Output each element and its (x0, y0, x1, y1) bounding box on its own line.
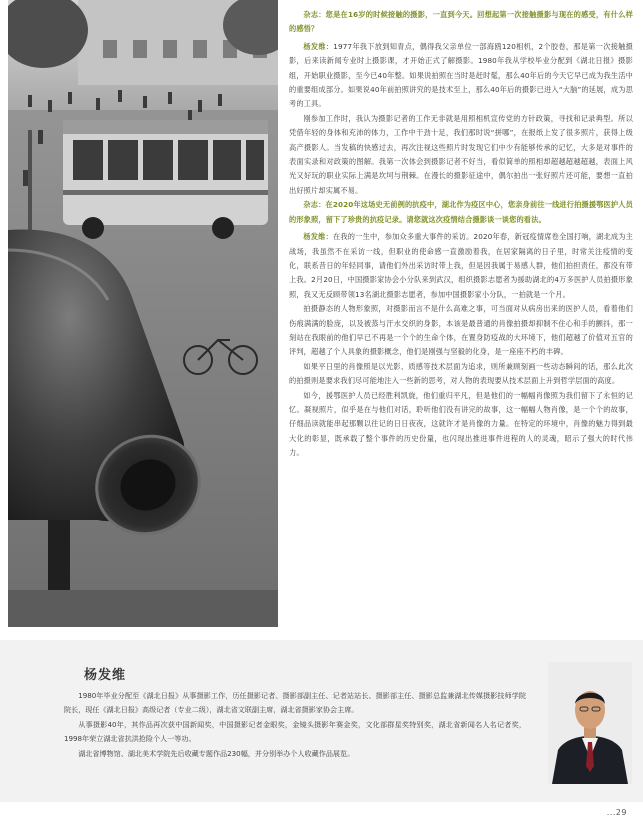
question-1: 杂志：您是在16岁的时候接触的摄影，一直到今天。回想起第一次接触摄影与现在的感受，有什么样的感悟？ (289, 10, 633, 34)
question-2: 杂志：在2020年这场史无前例的抗疫中，湖北作为疫区中心，您亲身前往一线进行拍摄援鄂医护人员的形象照，留下了珍贵的抗疫记录。请您就这次疫情结合摄影谈一谈您的看法。 (289, 200, 633, 224)
speaker-label: 杨发维： (303, 41, 334, 51)
answer-1 (289, 40, 633, 112)
bio-text (64, 689, 526, 761)
author-portrait (548, 662, 632, 784)
street-loudspeaker-photo (8, 0, 278, 627)
answer-2: 刚参加工作时，我认为摄影记者的工作无非就是用照相机宣传党的方针政策，寻找和记录典型。所以凭借年轻的身体和充沛的体力，工作中干劲十足，我们那时说“拼哪”，在报纸上发了很多照片，获得上级高产摄影人。当发稿的快感过去，再次注视这些照片时发现它们中少有能够传承的记忆，大多是对事件的表面实录和对政策的图解。我第一次体会到摄影记者不好当，看似简单的照相却超越超越超越，表面上风光又好玩的职业实际上满是坎坷与荆棘。在漫长的摄影征途中，偶尔拍出一张好照片还可能，要想一直拍出好照片却实属不易。 (289, 113, 633, 195)
page-number: ...29 (606, 808, 627, 817)
speaker-label: 杨发维： (303, 232, 333, 242)
answer-3 (289, 230, 633, 302)
answer-5: 如果平日里的肖像照是以光影、质感等技术层面为追求，则所兼顾刻画一些动态瞬间的话，那么此次的拍摄则是要求我们尽可能地注入一些新的思考，对人物的表现要从技术层面上升到哲学层面的高度。 (289, 361, 633, 386)
bio-name: 杨发维 (84, 668, 127, 683)
bio-paragraph: 从事摄影40年，其作品再次获中国新闻奖，中国摄影记者金眼奖，金镜头摄影年赛金奖，文化部群星奖特别奖，湖北省新闻名人名记者奖，1998年荣立湖北省抗洪抢险个人一等功。 (64, 719, 526, 744)
bio-paragraph: 湖北省博物馆、湖北美术学院先后收藏专题作品230幅，并分别举办个人收藏作品展览。 (78, 748, 355, 758)
answer-4: 拍摄静态的人物形象照，对摄影而言不是什么高难之事，可当面对从病房出来的医护人员，看着他们伤痕满满的脸庞，以及被蒸与汗水交织的身影，本该是最普通的肖像拍摄却抑制不住心和手的颤抖，那一刻站在我眼前的他们早已不再是一个个的生命个体，在置身防疫战的大环境下，他们超越了价值对五官的评判，超越了个人具象的摄影概念，他们是刚强与坚毅的化身，是一座座不朽的丰碑。 (289, 304, 633, 357)
photo-illustration (8, 0, 278, 627)
answer-6: 如今，援鄂医护人员已经胜利凯旋，他们重归平凡，但是他们的一幅幅肖像照为我们留下了永恒的记忆。凝视照片，似乎是在与他们对话，聆听他们没有讲完的故事，这一幅幅人物肖像，是一个个的故事，仔细品读就能串起那颗以往记的日日夜夜，这就许才是肖像的力量。在特定的环境中，肖像的魅力得到最大化的彰显，既承载了整个事件的历史份量，也闪现出推进事件进程的人的灵魂，昭示了强大的时代伟力。 (289, 390, 633, 458)
portrait-illustration (548, 662, 632, 784)
bio-paragraph: 1980年毕业分配至《湖北日报》从事摄影工作，历任摄影记者、摄影部副主任、记者站站长、摄影部主任、摄影总监兼湖北传媒摄影技师学院院长，现任《湖北日报》高级记者（专业二级），湖北省文联副主席，湖北省摄影家协会主席。 (64, 691, 526, 715)
interview-article (289, 8, 633, 461)
answer-text: 在我的一生中，参加众多重大事件的采访。2020年春，新冠疫情席卷全国打响，湖北成为主战场，我虽然不在采访一线，但职业的使命感一直激励着我，在居家隔离的日子里，时常关注疫情的变化，联系昔日的年轻同事，请他们外出采访时带上我，但是因我属于易感人群，他们拍担责任，都没有带上我。2月20日，中国摄影家协会小分队来到武汉，组织摄影志愿者为援助湖北的4万多医护人员拍摄形象照，我又无反顾带领13名湖北摄影志愿者，参加中国摄影家小分队，一拍就是一个月。 (289, 232, 633, 299)
answer-text: 1977年我下放到知青点，偶得我父亲单位一部海鸥120相机，2个胶卷，那是第一次接触摄影，后来读新闻专业时上摄影课，才开始正式了解摄影。1980年我从学校毕业分配到《湖北日报》摄影组，开始职业摄影，至今已40年整。如果说拍照在当时是赶时髦，那么40年后的今天它早已成为我生活中的重要组成部分。如果说40年前拍照讲究的是技术至上，那么40年后的摄影已进入“大脑”的延展，成为思考的工具。 (289, 41, 633, 109)
